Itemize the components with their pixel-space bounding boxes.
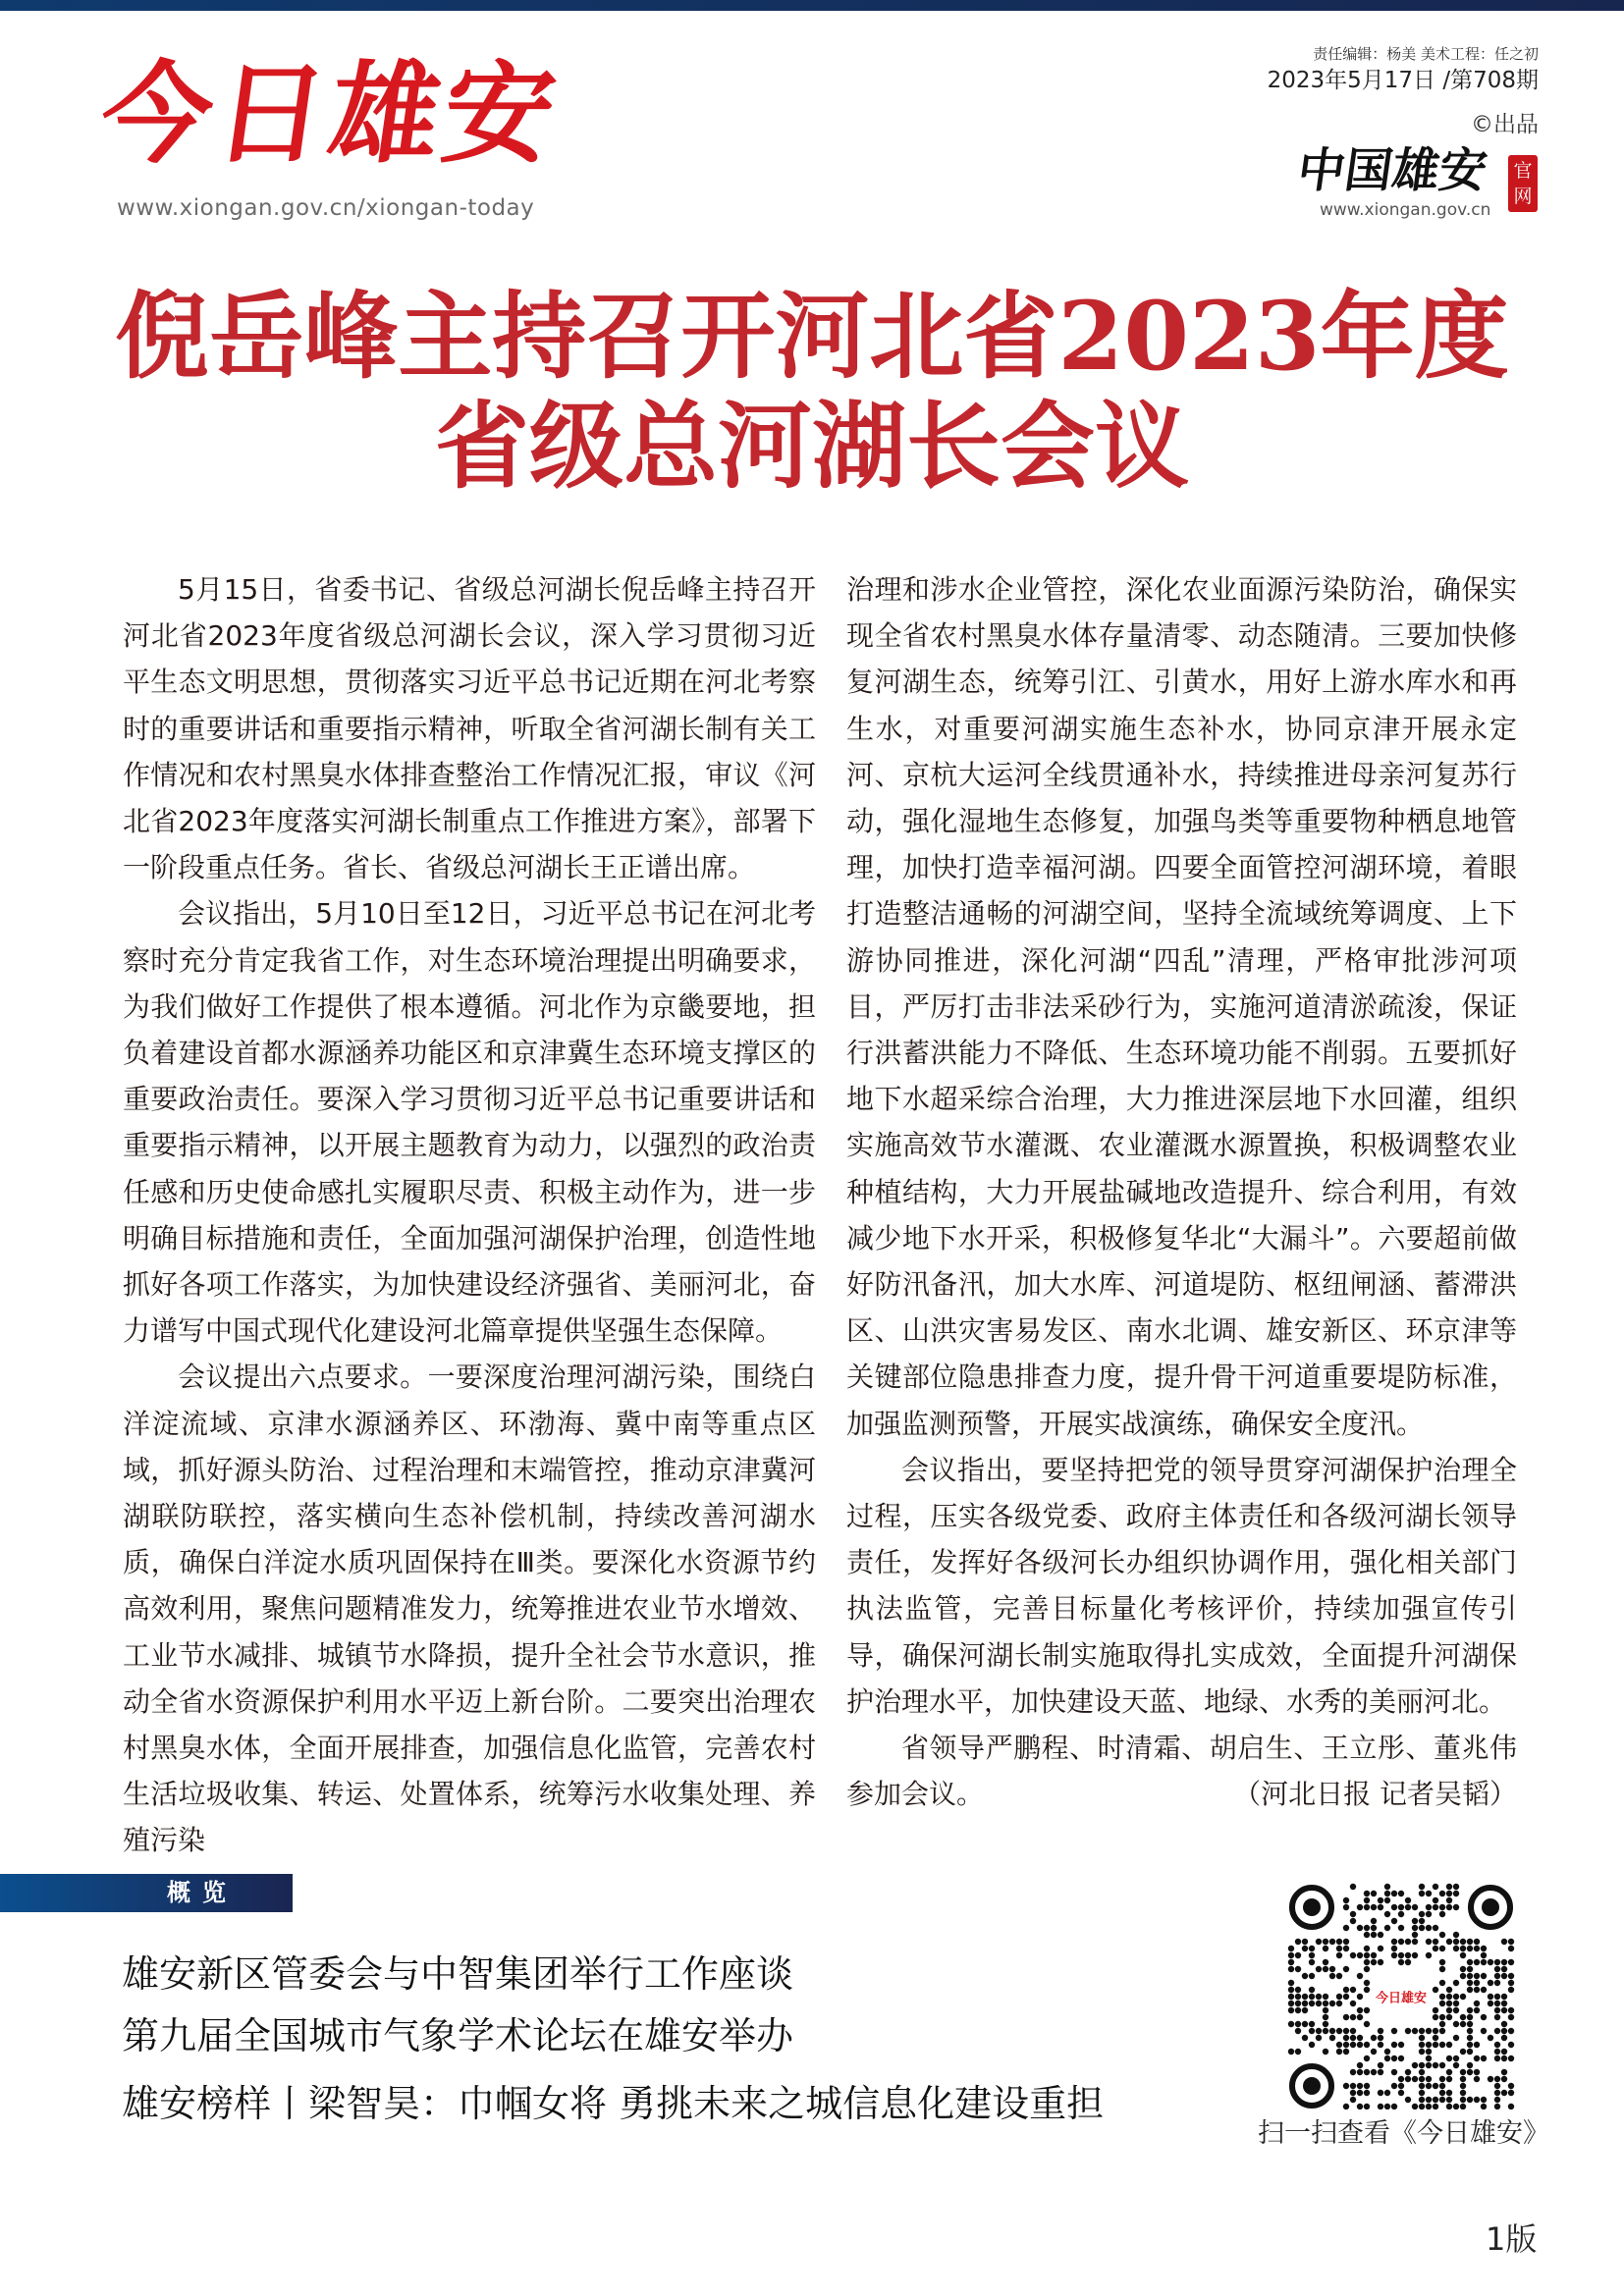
qr-center-text: 今日雄安: [1375, 1991, 1428, 2006]
masthead-url[interactable]: www.xiongan.gov.cn/xiongan-today: [117, 195, 535, 221]
qr-finder-icon: [1303, 2077, 1321, 2095]
top-bar: [0, 0, 1624, 11]
brand-url[interactable]: www.xiongan.gov.cn: [1320, 200, 1491, 220]
overview-link[interactable]: 第九届全国城市气象学术论坛在雄安举办: [122, 2014, 794, 2057]
qr-finder-icon: [1482, 1898, 1499, 1916]
seal-char: 网: [1513, 186, 1533, 207]
page-number: 1版: [1486, 2220, 1538, 2258]
paragraph: 会议提出六点要求。一要深度治理河湖污染，围绕白洋淀流域、京津水源涵养区、环渤海、冀中南等重点区域，抓好源头防治、过程治理和末端管控，推动京津冀河湖联防联控，落实横向生态补偿机制，持续改善河湖水质，确保白洋淀水质巩固保持在Ⅲ类。要深化水资源节约高效利用，聚焦问题精准发力，统筹推进农业节水增效、工业节水减排、城镇节水降损，提升全社会节水意识，推动全省水资源保护利用水平迈上新台阶。二要突出治理农村黑臭水体，全面开展排查，加强信息化监管，完善农村生活垃圾收集、转运、处置体系，统筹污水收集处理、养殖污染: [123, 1361, 816, 1857]
headline-line-1: 倪岳峰主持召开河北省2023年度: [115, 281, 1509, 392]
paragraph: 会议指出，5月10日至12日，习近平总书记在河北考察时充分肯定我省工作，对生态环境治理提出明确要求，为我们做好工作提供了根本遵循。河北作为京畿要地，担负着建设首都水源涵养功能区和京津冀生态环境支撑区的重要政治责任。要深入学习贯彻习近平总书记重要讲话和重要指示精神，以开展主题教育为动力，以强烈的政治责任感和历史使命感扎实履职尽责、积极主动作为，进一步明确目标措施和责任，全面加强河湖保护治理，创造性地抓好各项工作落实，为加快建设经济强省、美丽河北，奋力谱写中国式现代化建设河北篇章提供坚强生态保障。: [123, 897, 816, 1348]
article-column-right: [846, 566, 1517, 1817]
headline-line-2: 省级总河湖长会议: [435, 391, 1189, 502]
article-column-left: [123, 566, 816, 1864]
produced-by: ©出品: [1471, 112, 1539, 137]
qr-code[interactable]: [1286, 1882, 1516, 2109]
overview-link[interactable]: 雄安榜样丨梁智昊：巾帼女将 勇挑未来之城信息化建设重担: [122, 2082, 1105, 2125]
paragraph: 5月15日，省委书记、省级总河湖长倪岳峰主持召开河北省2023年度省级总河湖长会议，深入学习贯彻习近平生态文明思想，贯彻落实习近平总书记近期在河北考察时的重要讲话和重要指示精神，听取全省河湖长制有关工作情况和农村黑臭水体排查整治工作情况汇报，审议《河北省2023年度落实河湖长制重点工作推进方案》，部署下一阶段重点任务。省长、省级总河湖长王正谱出席。: [123, 573, 816, 884]
qr-caption: 扫一扫查看《今日雄安》: [1258, 2118, 1549, 2149]
seal-char: 官: [1513, 160, 1533, 182]
paragraph: 省领导严鹏程、时清霜、胡启生、王立彤、董兆伟参加会议。: [846, 1732, 1517, 1811]
paragraph: 会议指出，要坚持把党的领导贯穿河湖保护治理全过程，压实各级党委、政府主体责任和各级河湖长领导责任，发挥好各级河长办组织协调作用，强化相关部门执法监管，完善目标量化考核评价，持续加强宣传引导，确保河湖长制实施取得扎实成效，全面提升河湖保护治理水平，加快建设天蓝、地绿、水秀的美丽河北。: [846, 1453, 1517, 1718]
paragraph: 治理和涉水企业管控，深化农业面源污染防治，确保实现全省农村黑臭水体存量清零、动态随清。三要加快修复河湖生态，统筹引江、引黄水，用好上游水库水和再生水，对重要河湖实施生态补水，协同京津开展永定河、京杭大运河全线贯通补水，持续推进母亲河复苏行动，强化湿地生态修复，加强鸟类等重要物种栖息地管理，加快打造幸福河湖。四要全面管控河湖环境，着眼打造整洁通畅的河湖空间，坚持全流域统筹调度、上下游协同推进，深化河湖“四乱”清理，严格审批涉河项目，严厉打击非法采砂行为，实施河道清淤疏浚，保证行洪蓄洪能力不降低、生态环境功能不削弱。五要抓好地下水超采综合治理，大力推进深层地下水回灌，组织实施高效节水灌溉、农业灌溉水源置换，积极调整农业种植结构，大力开展盐碱地改造提升、综合利用，有效减少地下水开采，积极修复华北“大漏斗”。六要超前做好防汛备汛，加大水库、河道堤防、枢纽闸涵、蓄滞洪区、山洪灾害易发区、南水北调、雄安新区、环京津等关键部位隐患排查力度，提升骨干河道重要堤防标准，加强监测预警，开展实战演练，确保安全度汛。: [846, 573, 1517, 1440]
overview-section-label: 概览: [0, 1874, 293, 1912]
overview-link[interactable]: 雄安新区管委会与中智集团举行工作座谈: [122, 1952, 794, 1996]
issue-date: 2023年5月17日 /第708期: [1267, 68, 1539, 93]
masthead-logo: 今日雄安: [92, 50, 568, 179]
qr-finder-icon: [1303, 1898, 1321, 1916]
brand-logo: 中国雄安: [1294, 143, 1490, 198]
byline: （河北日报 记者吴韬）: [1233, 1778, 1517, 1811]
editor-credits: 责任编辑：杨美 美术工程：任之初: [1313, 45, 1539, 63]
official-seal-icon: [1508, 155, 1538, 212]
paragraph-with-byline: [846, 1725, 1517, 1817]
